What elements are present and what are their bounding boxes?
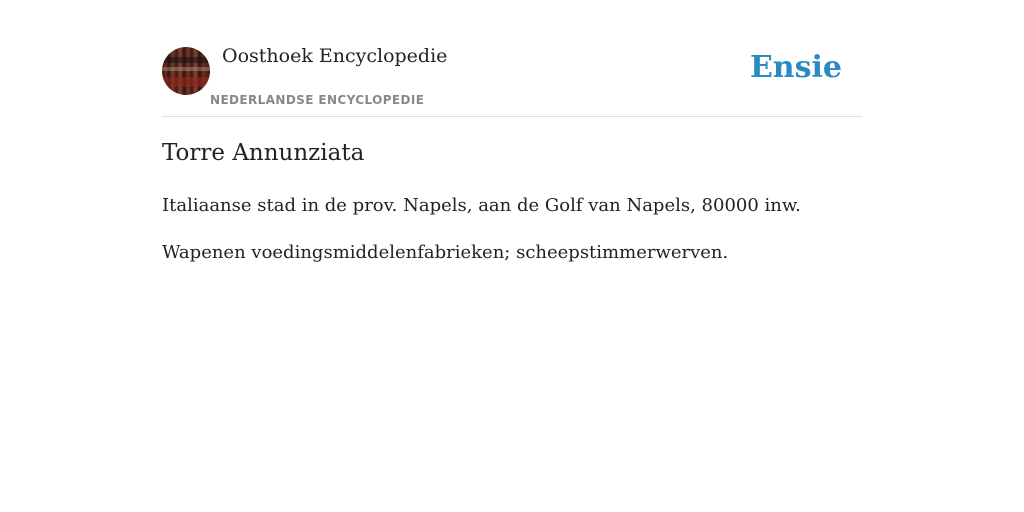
site-title[interactable]: Oosthoek Encyclopedie <box>222 45 448 67</box>
avatar-book-band-bottom <box>162 77 210 87</box>
site-subtitle: NEDERLANDSE ENCYCLOPEDIE <box>210 93 425 107</box>
page-container <box>162 0 862 263</box>
avatar-book-band-mid <box>162 67 210 71</box>
ensie-logo-link[interactable]: Ensie <box>749 50 842 85</box>
article-paragraph: Italiaanse stad in de prov. Napels, aan de Golf van Napels, 80000 inw. <box>162 195 801 216</box>
article-title: Torre Annunziata <box>162 140 365 166</box>
avatar-book-band-top <box>162 57 210 63</box>
article-paragraph: Wapenen voedingsmiddelenfabrieken; scheepstimmerwerven. <box>162 242 729 263</box>
encyclopedia-avatar[interactable] <box>162 47 210 95</box>
site-header <box>162 0 862 117</box>
